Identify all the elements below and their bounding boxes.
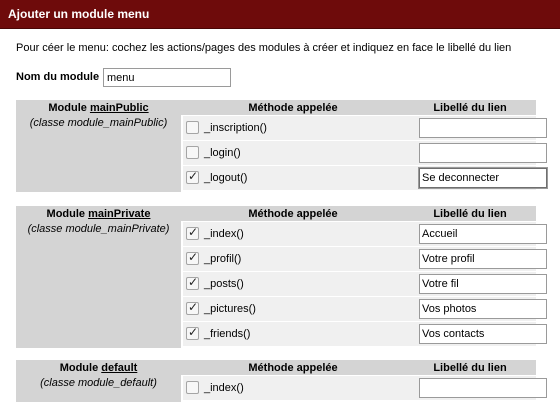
method-column-header: Méthode appelée	[248, 208, 338, 220]
link-label-input[interactable]	[419, 324, 547, 344]
method-column-header: Méthode appelée	[248, 102, 338, 114]
link-label-input[interactable]	[419, 224, 547, 244]
method-name: _index()	[204, 382, 244, 394]
method-checkbox[interactable]	[186, 171, 199, 184]
method-checkbox[interactable]	[186, 121, 199, 134]
page-title: Ajouter un module menu	[8, 7, 150, 21]
module-title	[16, 362, 181, 374]
module-title-name: default	[101, 362, 138, 374]
method-row	[183, 116, 536, 140]
module-mainPublic	[16, 100, 536, 192]
module-class-name: (classe module_mainPrivate)	[27, 223, 170, 235]
link-label-input[interactable]	[419, 168, 547, 188]
method-checkbox[interactable]	[186, 277, 199, 290]
label-column-header: Libellé du lien	[433, 362, 507, 374]
module-name-input[interactable]	[103, 68, 231, 87]
module-class-name: (classe module_mainPublic)	[29, 117, 168, 129]
module-title	[16, 208, 181, 220]
method-name: _logout()	[204, 172, 248, 184]
method-row	[183, 222, 536, 246]
module-mainPrivate	[16, 206, 536, 348]
module-title-prefix: Module	[59, 362, 102, 374]
module-header-row	[16, 206, 536, 221]
label-column-header: Libellé du lien	[433, 102, 507, 114]
method-row	[183, 166, 536, 190]
method-name: _friends()	[204, 328, 251, 340]
method-checkbox[interactable]	[186, 381, 199, 394]
method-name: _login()	[204, 147, 241, 159]
module-name-label: Nom du module	[16, 71, 100, 83]
method-row	[183, 322, 536, 346]
link-label-input[interactable]	[419, 274, 547, 294]
module-title-prefix: Module	[46, 208, 89, 220]
link-label-input[interactable]	[419, 249, 547, 269]
instructions-text: Pour céer le menu: cochez les actions/pages des modules à créer et indiquez en face le libellé du lien	[16, 42, 512, 54]
module-title-name: mainPublic	[89, 102, 149, 114]
method-row	[183, 141, 536, 165]
module-header-row	[16, 360, 536, 375]
method-checkbox[interactable]	[186, 227, 199, 240]
link-label-input[interactable]	[419, 378, 547, 398]
module-title	[16, 102, 181, 114]
method-row	[183, 247, 536, 271]
method-checkbox[interactable]	[186, 146, 199, 159]
method-row	[183, 297, 536, 321]
method-column-header: Méthode appelée	[248, 362, 338, 374]
link-label-input[interactable]	[419, 118, 547, 138]
method-name: _inscription()	[204, 122, 267, 134]
module-header-row	[16, 100, 536, 115]
module-class-name: (classe module_default)	[40, 377, 157, 389]
method-row	[183, 272, 536, 296]
method-name: _posts()	[204, 278, 244, 290]
method-checkbox[interactable]	[186, 327, 199, 340]
method-checkbox[interactable]	[186, 302, 199, 315]
module-title-prefix: Module	[48, 102, 90, 114]
method-name: _pictures()	[204, 303, 256, 315]
title-bar	[0, 0, 560, 29]
method-name: _index()	[204, 228, 244, 240]
link-label-input[interactable]	[419, 143, 547, 163]
method-row	[183, 376, 536, 400]
link-label-input[interactable]	[419, 299, 547, 319]
module-default	[16, 360, 536, 402]
module-title-name: mainPrivate	[88, 208, 151, 220]
method-name: _profil()	[204, 253, 242, 265]
method-checkbox[interactable]	[186, 252, 199, 265]
label-column-header: Libellé du lien	[433, 208, 507, 220]
